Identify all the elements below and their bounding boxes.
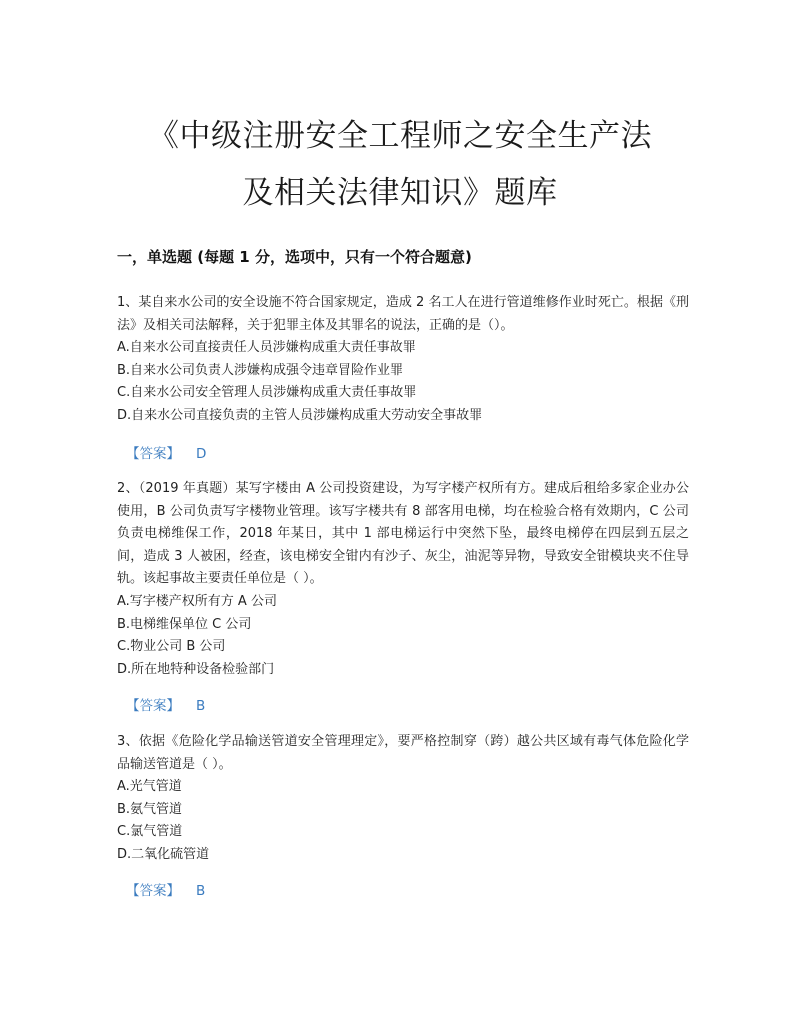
option-b: B.自来水公司负责人涉嫌构成强令违章冒险作业罪 (117, 362, 404, 378)
title-line-2: 及相关法律知识》题库 (242, 175, 558, 211)
title-line-1: 《中级注册安全工程师之安全生产法 (148, 118, 652, 154)
answer-1 (126, 442, 206, 462)
option-b: B.氨气管道 (117, 801, 183, 817)
option-b: B.电梯维保单位 C 公司 (117, 616, 252, 632)
question-text: 2、（2019 年真题）某写字楼由 A 公司投资建设，为写字楼产权所有方。建成后租给多家企业办公使用，B 公司负责写字楼物业管理。该写字楼共有 8 部客用电梯，均在检验合格有效期内，C 公司负责电梯维保工作，2018 年某日，其中 1 部电梯运行中突然下坠，最终电梯停在四层到五层之间，造成 3 人被困，经查，该电梯安全钳内有沙子、灰尘，油泥等异物，导致安全钳模块夹不住导轨。该起事故主要责任单位是（ ）。 (117, 481, 689, 587)
question-2 (117, 478, 689, 681)
question-1 (117, 292, 689, 428)
option-d: D.所在地特种设备检验部门 (117, 661, 275, 677)
answer-2 (126, 694, 205, 714)
option-a: A.写字楼产权所有方 A 公司 (117, 593, 277, 609)
question-text: 1、某自来水公司的安全设施不符合国家规定，造成 2 名工人在进行管道维修作业时死亡。根据《刑法》及相关司法解释，关于犯罪主体及其罪名的说法，正确的是（）。 (117, 295, 689, 333)
option-d: D.自来水公司直接负责的主管人员涉嫌构成重大劳动安全事故罪 (117, 407, 483, 423)
question-3 (117, 731, 689, 867)
question-text: 3、依据《危险化学品输送管道安全管理理定》，要严格控制穿（跨）越公共区域有毒气体危险化学品输送管道是（ ）。 (117, 734, 689, 772)
section-heading: 一，单选题 (每题 1 分，选项中，只有一个符合题意) (117, 248, 472, 266)
answer-value: D (196, 446, 207, 462)
option-a: A.自来水公司直接责任人员涉嫌构成重大责任事故罪 (117, 340, 416, 356)
answer-value: B (196, 883, 206, 899)
option-c: C.物业公司 B 公司 (117, 639, 226, 655)
option-a: A.光气管道 (117, 779, 182, 795)
option-d: D.二氧化硫管道 (117, 846, 210, 862)
option-c: C.自来水公司安全管理人员涉嫌构成重大责任事故罪 (117, 385, 417, 401)
answer-label: 【答案】 (126, 698, 180, 714)
document-title (80, 108, 720, 222)
answer-3 (126, 879, 205, 899)
answer-value: B (196, 698, 206, 714)
answer-label: 【答案】 (126, 883, 180, 899)
answer-label: 【答案】 (126, 446, 180, 462)
option-c: C.氯气管道 (117, 824, 183, 840)
